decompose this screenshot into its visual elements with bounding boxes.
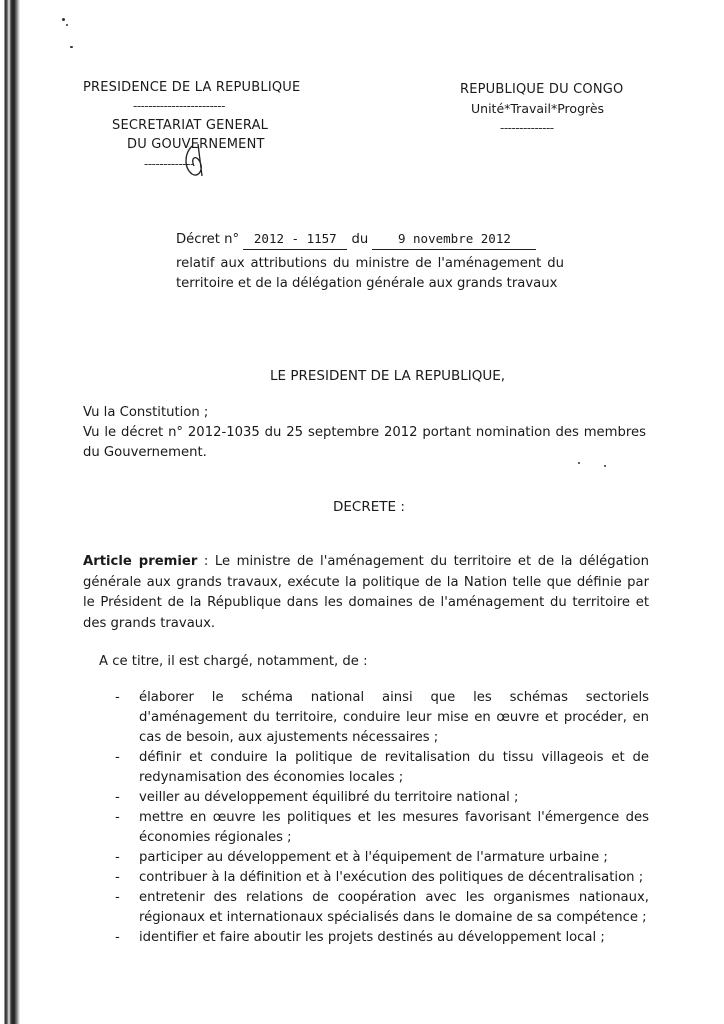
scan-speck xyxy=(604,465,606,467)
decree-date: 9 novembre 2012 xyxy=(372,228,536,250)
header-motto: Unité*Travail*Progrès xyxy=(471,101,605,116)
scan-speck xyxy=(70,46,73,48)
scan-speck xyxy=(66,24,68,26)
header-gouvernement: DU GOUVERNEMENT xyxy=(127,137,265,152)
list-item: - participer au développement et à l'équipement de l'armature urbaine ; xyxy=(115,850,608,865)
decrete-heading: DECRETE : xyxy=(333,499,405,515)
list-item-text: participer au développement et à l'équipement de l'armature urbaine ; xyxy=(139,850,608,865)
list-item-text: contribuer à la définition et à l'exécution des politiques de décentralisation ; xyxy=(139,870,644,885)
list-item: - entretenir des relations de coopération avec les organismes nationaux, régionaux et internationaux spécialisés dans le domaine de sa compétence ; xyxy=(115,890,649,925)
president-heading: LE PRESIDENT DE LA REPUBLIQUE, xyxy=(270,368,506,384)
decree-label: Décret n° xyxy=(176,232,240,247)
article-premier-label: Article premier xyxy=(83,554,198,569)
list-item-text: veiller au développement équilibré du territoire national ; xyxy=(139,790,519,805)
header-left-separator-2: ------------- xyxy=(144,157,194,171)
header-secretariat: SECRETARIAT GENERAL xyxy=(112,118,269,133)
header-republique-congo: REPUBLIQUE DU CONGO xyxy=(460,82,624,97)
attributions-list xyxy=(115,688,649,948)
consideration-constitution: Vu la Constitution ; xyxy=(83,405,209,420)
list-item: - veiller au développement équilibré du territoire national ; xyxy=(115,790,519,805)
attributions-intro: A ce titre, il est chargé, notamment, de : xyxy=(99,654,368,669)
decree-subject: relatif aux attributions du ministre de l'aménagement du territoire et de la délégation générale aux grands travaux xyxy=(176,256,564,291)
article-premier xyxy=(83,552,649,634)
list-item-text: entretenir des relations de coopération avec les organismes nationaux, régionaux et internationaux spécialisés dans le domaine de sa compétence ; xyxy=(139,890,649,925)
article-premier-text: : Le ministre de l'aménagement du territoire et de la délégation générale aux grands travaux, exécute la politique de la Nation telle que définie par le Président de la République dans les domaines de l'aménagement du territoire et des grands travaux. xyxy=(83,554,649,631)
list-item: - mettre en œuvre les politiques et les mesures favorisant l'émergence des économies régionales ; xyxy=(115,810,649,845)
list-item: - définir et conduire la politique de revitalisation du tissu villageois et de redynamisation des économies locales ; xyxy=(115,750,649,785)
consideration-decret: Vu le décret n° 2012-1035 du 25 septembre 2012 portant nomination des membres du Gouvernement. xyxy=(83,425,646,460)
list-item-text: identifier et faire aboutir les projets destinés au développement local ; xyxy=(139,930,605,945)
decree-du: du xyxy=(351,232,369,247)
list-item-text: élaborer le schéma national ainsi que les schémas sectoriels d'aménagement du territoire, conduire leur mise en œuvre et procéder, en cas de besoin, aux ajustements nécessaires ; xyxy=(139,690,649,745)
list-item-text: mettre en œuvre les politiques et les mesures favorisant l'émergence des économies régionales ; xyxy=(139,810,649,845)
decree-number: 2012 - 1157 xyxy=(243,228,347,250)
handwritten-initials-mark xyxy=(178,140,212,180)
list-item: - identifier et faire aboutir les projets destinés au développement local ; xyxy=(115,930,605,945)
header-presidence: PRESIDENCE DE LA REPUBLIQUE xyxy=(83,80,301,95)
decree-title-line xyxy=(176,228,536,250)
header-right-separator: -------------- xyxy=(500,121,554,135)
scan-speck xyxy=(62,18,65,21)
list-item: - contribuer à la définition et à l'exécution des politiques de décentralisation ; xyxy=(115,870,644,885)
header-left-separator: ------------------------ xyxy=(133,99,225,113)
scan-edge-artifact xyxy=(0,0,22,1024)
list-item: - élaborer le schéma national ainsi que les schémas sectoriels d'aménagement du territoire, conduire leur mise en œuvre et procéder, en cas de besoin, aux ajustements nécessaires ; xyxy=(115,690,649,745)
list-item-text: définir et conduire la politique de revitalisation du tissu villageois et de redynamisation des économies locales ; xyxy=(139,750,649,785)
